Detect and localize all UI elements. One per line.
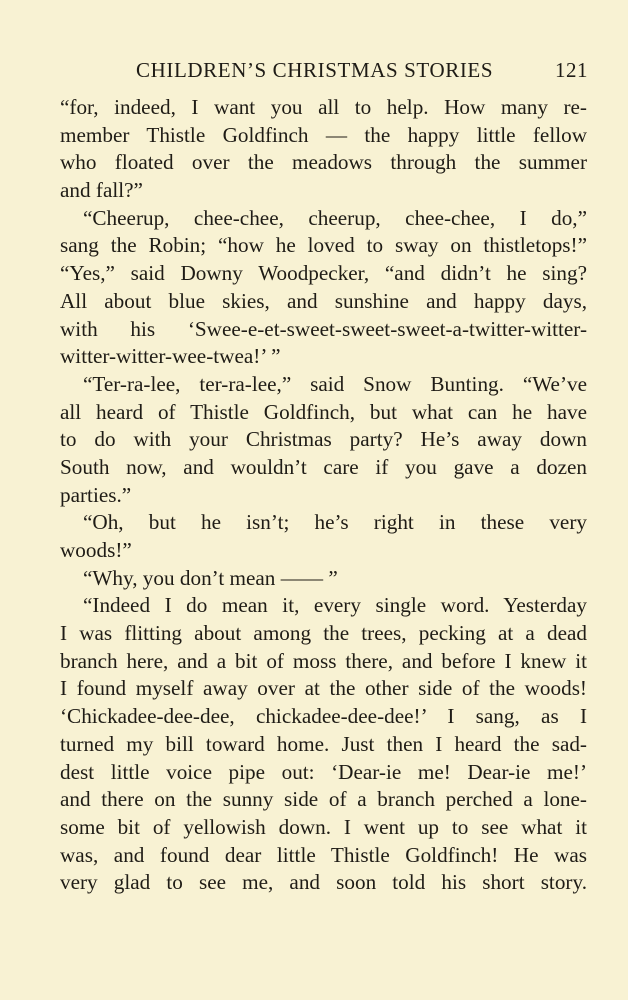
text-line: “Why, you don’t mean —— ” bbox=[83, 565, 338, 590]
text-line: witter-witter-wee-twea!’ ” bbox=[60, 344, 281, 369]
text-line: all heard of Thistle Goldfinch, but what can he have bbox=[60, 399, 587, 424]
text-line: and fall?” bbox=[60, 178, 143, 203]
text-line: was, and found dear little Thistle Goldfinch! He was bbox=[60, 842, 587, 867]
body-text bbox=[60, 94, 587, 897]
text-line: ‘Chickadee-dee-dee, chickadee-dee-dee!’ I sang, as I bbox=[60, 704, 587, 729]
text-line: dest little voice pipe out: ‘Dear-ie me! Dear-ie me!’ bbox=[60, 759, 587, 784]
text-line: I found myself away over at the other side of the woods! bbox=[60, 676, 587, 701]
text-line: “for, indeed, I want you all to help. How many re- bbox=[60, 95, 587, 119]
text-line: sang the Robin; “how he loved to sway on thistletops!” bbox=[60, 233, 587, 258]
text-line: member Thistle Goldfinch — the happy little fellow bbox=[60, 122, 587, 147]
text-line: very glad to see me, and soon told his short story. bbox=[60, 870, 587, 895]
text-line: turned my bill toward home. Just then I heard the sad- bbox=[60, 731, 587, 756]
text-line: “Cheerup, chee-chee, cheerup, chee-chee, I do,” bbox=[83, 205, 587, 230]
text-line: “Ter-ra-lee, ter-ra-lee,” said Snow Bunting. “We’ve bbox=[83, 371, 587, 396]
text-line: branch here, and a bit of moss there, and before I knew it bbox=[60, 648, 587, 673]
text-line: parties.” bbox=[60, 482, 132, 507]
text-line: to do with your Christmas party? He’s away down bbox=[60, 427, 587, 452]
page-number: 121 bbox=[555, 58, 588, 82]
text-line: with his ‘Swee-e-et-sweet-sweet-sweet-a-twitter-witter- bbox=[60, 316, 587, 341]
text-line: South now, and wouldn’t care if you gave a dozen bbox=[60, 454, 587, 479]
text-line: woods!” bbox=[60, 538, 132, 562]
page-header bbox=[60, 58, 588, 86]
text-line: and there on the sunny side of a branch perched a lone- bbox=[60, 787, 587, 812]
text-line: All about blue skies, and sunshine and happy days, bbox=[60, 288, 587, 313]
text-line: I was flitting about among the trees, pecking at a dead bbox=[60, 621, 587, 646]
running-title: CHILDREN’S CHRISTMAS STORIES bbox=[136, 58, 494, 82]
text-line: “Yes,” said Downy Woodpecker, “and didn’t he sing? bbox=[60, 261, 587, 286]
text-line: “Indeed I do mean it, every single word. Yesterday bbox=[83, 593, 587, 618]
text-line: some bit of yellowish down. I went up to see what it bbox=[60, 814, 587, 839]
text-line: “Oh, but he isn’t; he’s right in these very bbox=[83, 510, 587, 535]
text-line: who floated over the meadows through the summer bbox=[60, 150, 587, 175]
